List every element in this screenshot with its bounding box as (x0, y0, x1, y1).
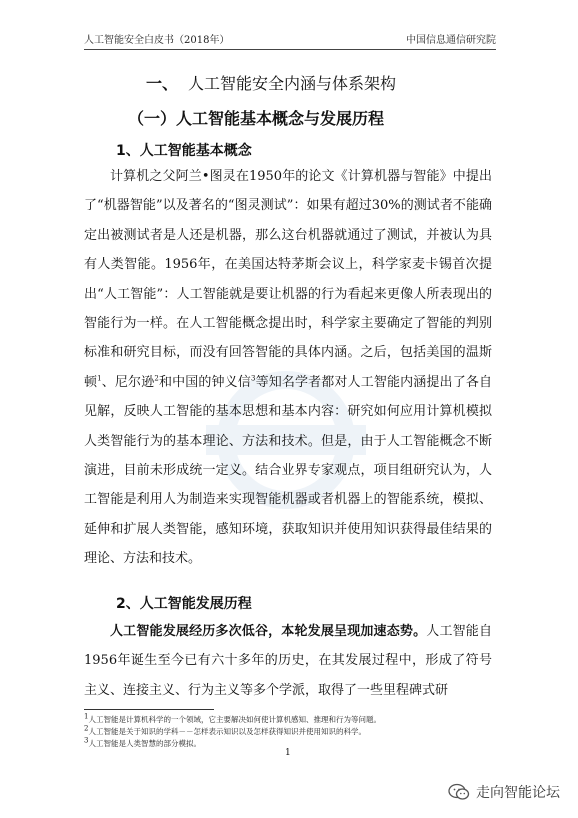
chapter-title: 人工智能安全内涵与体系架构 (188, 74, 397, 93)
paragraph-2 (84, 617, 492, 705)
para1-text-d: 等知名学者都对人工智能内涵提出了各自见解，反映人工智能的基本思想和基本内容：研究如何应用计算机模拟人类智能行为的基本理论、方法和技术。但是，由于人工智能概念不断演进，目前未形成统一定义。结合业界专家观点，项目组研究认为，人工智能是利用人为制造来实现智能机器或者机器上的智能系统，模拟、延伸和扩展人类智能，感知环境，获取知识并使用知识获得最佳结果的理论、方法和技术。 (84, 374, 492, 567)
subsection-heading-2: 2、人工智能发展历程 (116, 596, 252, 612)
para1-text-a: 计算机之父阿兰•图灵在1950年的论文《计算机器与智能》中提出了“机器智能”以及著名的“图灵测试”：如果有超过30%的测试者不能确定出被测试者是人还是机器，那么这台机器就通过了测试，并被认为具有人类智能。1956年，在美国达特茅斯会议上，科学家麦卡锡首次提出“人工智能”：人工智能就是要让机器的行为看起来更像人所表现出的智能行为一样。在人工智能概念提出时，科学家主要确定了智能的判别标准和研究目标，而没有回答智能的具体内涵。之后，包括美国的温斯顿 (84, 169, 492, 390)
footnote-1-number: 1 (84, 712, 89, 721)
footnote-2 (84, 726, 366, 737)
para1-text-c: 和中国的钟义信 (158, 374, 251, 390)
para2-text: 人工智能自1956年诞生至今已有六十多年的历史，在其发展过程中，形成了符号主义、连接主义、行为主义等多个学派，取得了一些里程碑式研 (84, 624, 492, 698)
footnote-ref-1: 1 (97, 374, 102, 383)
footnote-3-number: 3 (84, 736, 89, 745)
para1-text-b: 、尼尔逊 (101, 374, 155, 390)
footnote-2-text: 人工智能是关于知识的学科－－怎样表示知识以及怎样获得知识并使用知识的科学。 (88, 727, 366, 736)
chapter-number: 一、 (146, 74, 179, 93)
footnote-3 (84, 738, 201, 749)
footnote-1 (84, 714, 381, 725)
footnote-ref-2: 2 (154, 374, 159, 383)
header-right: 中国信息通信研究院 (406, 35, 496, 46)
footnote-ref-3: 3 (250, 374, 256, 383)
footnote-divider (84, 709, 214, 710)
header-left: 人工智能安全白皮书（2018年） (84, 35, 230, 46)
para2-bold-lead: 人工智能发展经历多次低谷，本轮发展呈现加速态势。 (110, 624, 427, 639)
section-heading: （一）人工智能基本概念与发展历程 (128, 109, 385, 128)
chapter-heading (146, 71, 396, 94)
paragraph-1 (84, 162, 492, 574)
wechat-icon (448, 783, 470, 801)
footnote-2-number: 2 (84, 724, 89, 733)
subsection-heading-1: 1、人工智能基本概念 (116, 143, 252, 159)
watermark (448, 782, 560, 802)
footnote-3-text: 人工智能是人类智慧的部分模拟。 (88, 739, 201, 748)
header-divider (84, 49, 496, 50)
watermark-text: 走向智能论坛 (476, 785, 560, 801)
footnote-1-text: 人工智能是计算机科学的一个领域，它主要解决如何使计算机感知、推理和行为等问题。 (88, 715, 381, 724)
page-number: 1 (285, 748, 291, 758)
